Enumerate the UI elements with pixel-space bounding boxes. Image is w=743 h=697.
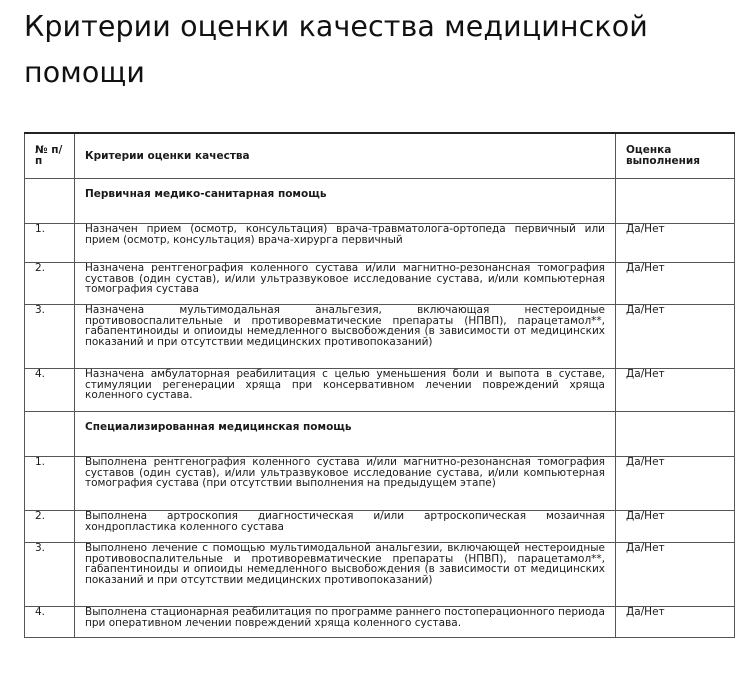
row-number: 3. xyxy=(25,543,75,607)
row-number: 1. xyxy=(25,457,75,511)
header-number: № п/п xyxy=(25,133,75,179)
row-number: 4. xyxy=(25,607,75,638)
section-row-primary-care xyxy=(25,179,735,224)
row-criterion: Назначена рентгенография коленного сустава и/или магнитно-резонансная томография суставов (один сустав), и/или ультразвуковое исследование сустава, и/или компьютерная томография сустава xyxy=(75,263,616,305)
row-number: 3. xyxy=(25,305,75,369)
quality-criteria-table xyxy=(24,132,735,638)
table-row xyxy=(25,369,735,412)
row-number: 2. xyxy=(25,511,75,543)
section-title: Первичная медико-санитарная помощь xyxy=(75,179,616,224)
row-number: 2. xyxy=(25,263,75,305)
row-criterion: Выполнена рентгенография коленного сустава и/или магнитно-резонансная томография суставов (один сустав), и/или ультразвуковое исследование сустава, и/или компьютерная томография сустава (при отсутствии выполнения на предыдущем этапе) xyxy=(75,457,616,511)
row-criterion: Назначен прием (осмотр, консультация) врача-травматолога-ортопеда первичный или прием (осмотр, консультация) врача-хирурга первичный xyxy=(75,224,616,263)
row-grade: Да/Нет xyxy=(616,369,735,412)
section-row-specialized-care xyxy=(25,412,735,457)
row-grade: Да/Нет xyxy=(616,457,735,511)
table-row xyxy=(25,305,735,369)
row-number: 1. xyxy=(25,224,75,263)
header-grade: Оценка выполнения xyxy=(616,133,735,179)
table-row xyxy=(25,224,735,263)
row-grade: Да/Нет xyxy=(616,305,735,369)
section-grade-cell xyxy=(616,412,735,457)
section-grade-cell xyxy=(616,179,735,224)
row-grade: Да/Нет xyxy=(616,224,735,263)
row-grade: Да/Нет xyxy=(616,263,735,305)
section-title: Специализированная медицинская помощь xyxy=(75,412,616,457)
table-row xyxy=(25,607,735,638)
table-row xyxy=(25,543,735,607)
table-row xyxy=(25,263,735,305)
section-number-cell xyxy=(25,179,75,224)
header-criteria: Критерии оценки качества xyxy=(75,133,616,179)
table-row xyxy=(25,457,735,511)
row-grade: Да/Нет xyxy=(616,511,735,543)
row-criterion: Выполнена артроскопия диагностическая и/или артроскопическая мозаичная хондропластика коленного сустава xyxy=(75,511,616,543)
row-grade: Да/Нет xyxy=(616,543,735,607)
row-grade: Да/Нет xyxy=(616,607,735,638)
row-number: 4. xyxy=(25,369,75,412)
row-criterion: Выполнена стационарная реабилитация по программе раннего постоперационного периода при оперативном лечении повреждений хряща коленного сустава. xyxy=(75,607,616,638)
row-criterion: Назначена амбулаторная реабилитация с целью уменьшения боли и выпота в суставе, стимуляции регенерации хряща при консервативном лечении повреждений хряща коленного сустава. xyxy=(75,369,616,412)
row-criterion: Назначена мультимодальная анальгезия, включающая нестероидные противовоспалительные и противоревматические препараты (НПВП), парацетамол**, габапентиноиды и опиоиды немедленного высвобождения (в зависимости от медицинских показаний и при отсутствии медицинских противопоказаний) xyxy=(75,305,616,369)
row-criterion: Выполнено лечение с помощью мультимодальной анальгезии, включающей нестероидные противовоспалительные и противоревматические препараты (НПВП), парацетамол**, габапентиноиды и опиоиды немедленного высвобождения (в зависимости от медицинских показаний и при отсутствии медицинских противопоказаний) xyxy=(75,543,616,607)
page-title: Критерии оценки качества медицинской помощи xyxy=(24,10,648,89)
section-number-cell xyxy=(25,412,75,457)
table-header-row xyxy=(25,133,735,179)
table-row xyxy=(25,511,735,543)
